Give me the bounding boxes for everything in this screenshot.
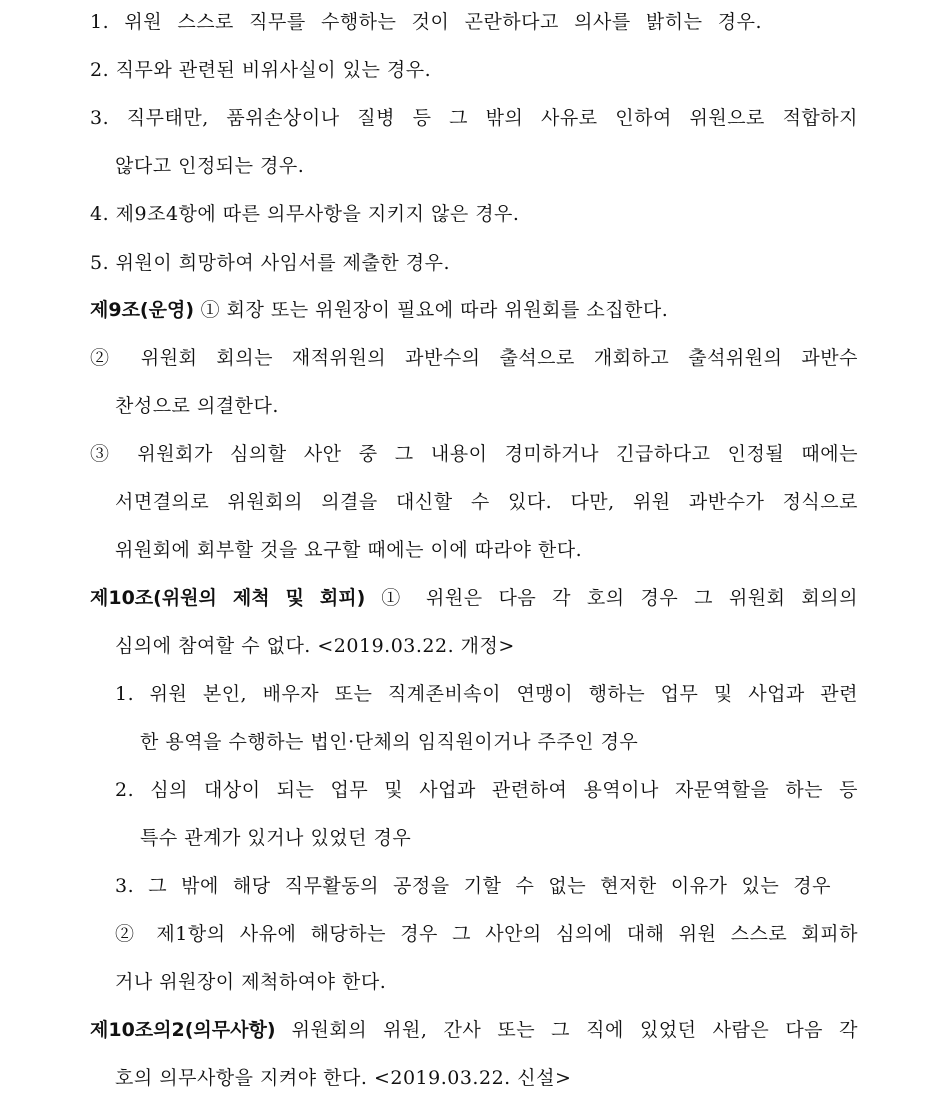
article-10-2-text-cont: 호의 의무사항을 지켜야 한다. <2019.03.22. 신설> bbox=[115, 1067, 572, 1089]
dismissal-item-3-cont: 않다고 인정되는 경우. bbox=[115, 155, 305, 177]
article-10-item-3: 3. 그 밖에 해당 직무활동의 공정을 기할 수 없는 현저한 이유가 있는 경우 bbox=[115, 875, 831, 897]
article-10-2-heading: 제10조의2(의무사항) bbox=[90, 1019, 276, 1041]
article-9-line bbox=[90, 297, 668, 323]
article-10-2-text: 위원회의 위원, 간사 또는 그 직에 있었던 사람은 다음 각 bbox=[291, 1019, 859, 1041]
article-10-heading: 제10조(위원의 제척 및 회피) bbox=[90, 587, 366, 609]
article-9-para-2: ② 위원회 회의는 재적위원의 과반수의 출석으로 개회하고 출석위원의 과반수 bbox=[90, 347, 858, 369]
article-10-item-1-cont: 한 용역을 수행하는 법인·단체의 임직원이거나 주주인 경우 bbox=[140, 731, 639, 753]
article-10-line bbox=[90, 585, 858, 611]
article-10-para-1-cont: 심의에 참여할 수 없다. <2019.03.22. 개정> bbox=[115, 635, 515, 657]
article-10-2-line bbox=[90, 1017, 858, 1043]
article-10-para-1: ① 위원은 다음 각 호의 경우 그 위원회 회의의 bbox=[381, 587, 858, 609]
article-10-item-2-cont: 특수 관계가 있거나 있었던 경우 bbox=[140, 827, 412, 849]
dismissal-item-2: 2. 직무와 관련된 비위사실이 있는 경우. bbox=[90, 59, 432, 81]
dismissal-item-1: 1. 위원 스스로 직무를 수행하는 것이 곤란하다고 의사를 밝히는 경우. bbox=[90, 11, 762, 33]
article-10-para-2: ② 제1항의 사유에 해당하는 경우 그 사안의 심의에 대해 위원 스스로 회피하 bbox=[115, 923, 858, 945]
article-9-para-1: ① 회장 또는 위원장이 필요에 따라 위원회를 소집한다. bbox=[200, 299, 669, 321]
article-9-para-3-cont-2: 위원회에 회부할 것을 요구할 때에는 이에 따라야 한다. bbox=[115, 539, 583, 561]
article-9-para-3-cont-1: 서면결의로 위원회의 의결을 대신할 수 있다. 다만, 위원 과반수가 정식으로 bbox=[115, 491, 858, 513]
article-10-para-2-cont: 거나 위원장이 제척하여야 한다. bbox=[115, 971, 387, 993]
article-10-item-2: 2. 심의 대상이 되는 업무 및 사업과 관련하여 용역이나 자문역할을 하는 등 bbox=[115, 779, 858, 801]
article-10-item-1: 1. 위원 본인, 배우자 또는 직계존비속이 연맹이 행하는 업무 및 사업과 관련 bbox=[115, 683, 858, 705]
dismissal-item-4: 4. 제9조4항에 따른 의무사항을 지키지 않은 경우. bbox=[90, 203, 520, 225]
dismissal-item-3: 3. 직무태만, 품위손상이나 질병 등 그 밖의 사유로 인하여 위원으로 적합하지 bbox=[90, 107, 858, 129]
dismissal-item-5: 5. 위원이 희망하여 사임서를 제출한 경우. bbox=[90, 252, 451, 274]
article-9-para-3: ③ 위원회가 심의할 사안 중 그 내용이 경미하거나 긴급하다고 인정될 때에는 bbox=[90, 443, 858, 465]
article-9-para-2-cont: 찬성으로 의결한다. bbox=[115, 395, 279, 417]
article-9-heading: 제9조(운영) bbox=[90, 299, 195, 321]
